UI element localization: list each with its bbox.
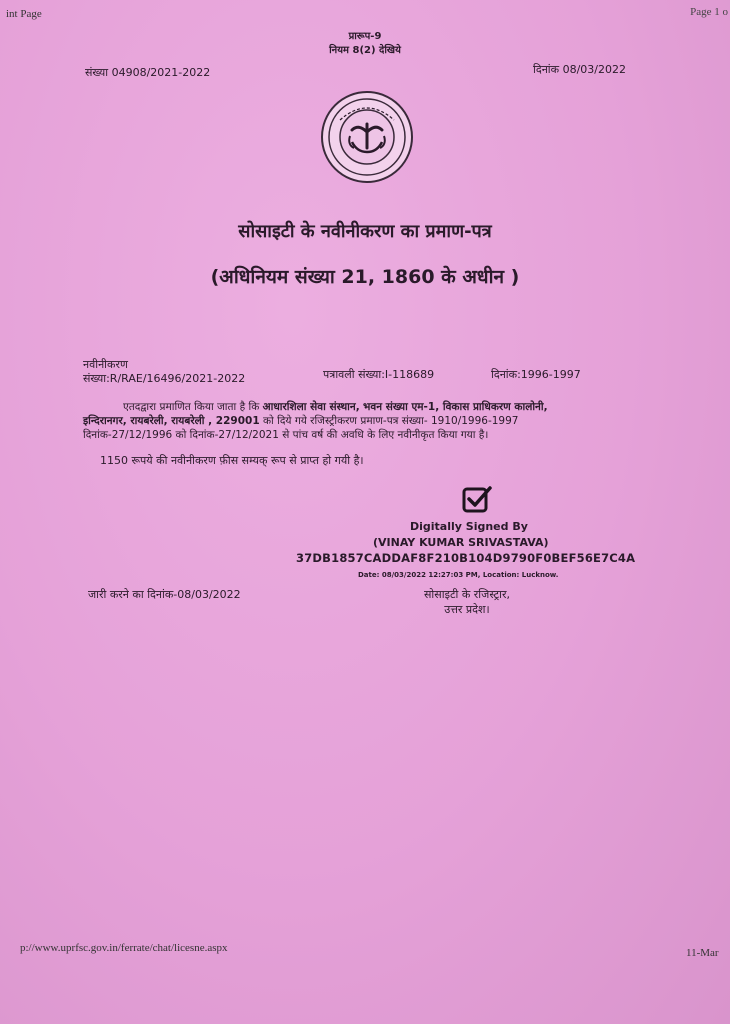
renewal-number: संख्या:R/RAE/16496/2021-2022 — [83, 372, 246, 385]
registration-reference: को दिये गये रजिस्ट्रीकरण प्रमाण-पत्र संख्या- 1910/1996-1997 — [262, 415, 519, 427]
file-number: पत्रावली संख्या:I-118689 — [323, 368, 435, 381]
certificate-body — [83, 400, 683, 442]
page-url[interactable]: p://www.uprfsc.gov.in/ferrate/chat/licesne.aspx — [20, 942, 228, 954]
up-government-emblem-icon — [320, 90, 414, 184]
checkmark-box-icon — [462, 485, 492, 513]
registrar-title: सोसाइटी के रजिस्ट्रार, — [424, 588, 510, 601]
issue-date: जारी करने का दिनांक-08/03/2022 — [88, 588, 241, 601]
signature-date-location: Date: 08/03/2022 12:27:03 PM, Location: Lucknow. — [358, 571, 559, 579]
society-address-1: भवन संख्या एम-1, विकास प्राधिकरण कालोनी, — [363, 401, 548, 413]
print-header-right: Page 1 o — [690, 6, 728, 18]
body-line-1 — [83, 400, 683, 414]
renewal-number-block — [83, 358, 293, 386]
body-intro: एतदद्वारा प्रमाणित किया जाता है कि — [123, 401, 260, 413]
rule-reference: नियम 8(2) देखिये — [329, 45, 401, 56]
society-name: आधारशिला सेवा संस्थान, — [262, 401, 360, 413]
certificate-subtitle: (अधिनियम संख्या 21, 1860 के अधीन ) — [210, 266, 520, 288]
certificate-title: सोसाइटी के नवीनीकरण का प्रमाण-पत्र — [238, 221, 492, 242]
certificate-date: दिनांक 08/03/2022 — [533, 63, 626, 76]
society-address-2: इन्दिरानगर, रायबरेली, रायबरेली , 229001 — [83, 415, 260, 427]
form-number: प्रारूप-9 — [348, 31, 382, 42]
file-date: दिनांक:1996-1997 — [491, 368, 581, 381]
certificate-number: संख्या 04908/2021-2022 — [85, 66, 211, 79]
fee-statement: 1150 रूपये की नवीनीकरण फ़ीस सम्यक् रूप से प्राप्त हो गयी है। — [100, 454, 364, 467]
signer-name: (VINAY KUMAR SRIVASTAVA) — [373, 536, 549, 549]
print-header-left: int Page — [6, 8, 42, 20]
renewal-period: दिनांक-27/12/1996 को दिनांक-27/12/2021 से पांच वर्ष की अवधि के लिए नवीनीकृत किया गया है। — [83, 429, 489, 441]
signature-hash: 37DB1857CADDAF8F210B104D9790F0BEF56E7C4A — [296, 551, 636, 565]
registrar-state: उत्तर प्रदेश। — [444, 603, 490, 616]
renewal-label: नवीनीकरण — [83, 358, 128, 371]
body-line-2 — [83, 414, 683, 428]
print-date: 11-Mar — [686, 947, 719, 959]
registrar-block — [424, 587, 510, 617]
digital-signature-label: Digitally Signed By — [410, 520, 528, 533]
